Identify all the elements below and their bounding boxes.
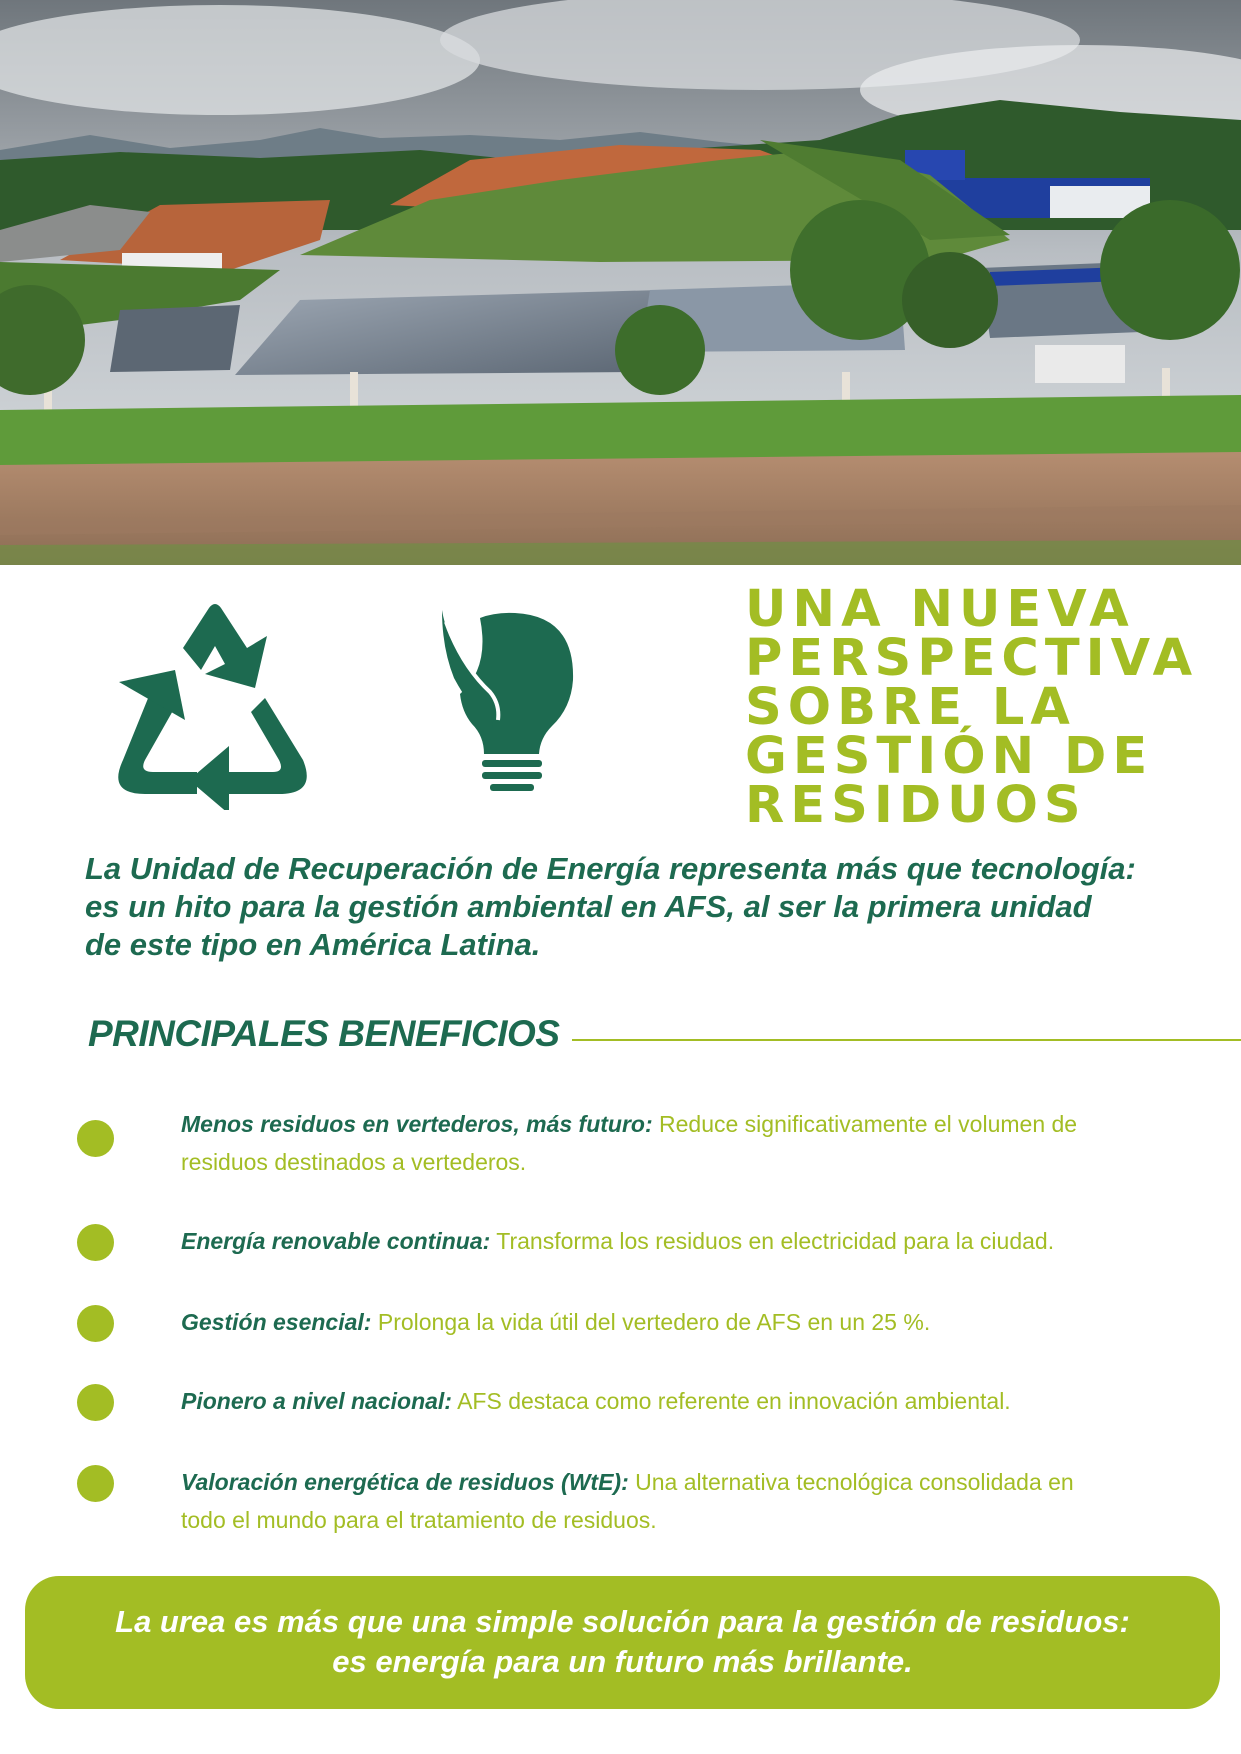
bullet-dot — [77, 1384, 114, 1421]
lightbulb-leaf-icon — [440, 608, 580, 793]
section-divider — [572, 1039, 1241, 1041]
benefit-text — [181, 1382, 1166, 1420]
bullet-dot — [77, 1120, 114, 1157]
page-headline — [745, 580, 1235, 835]
benefit-line — [181, 1105, 1166, 1143]
benefit-title: Pionero a nivel nacional: — [181, 1388, 452, 1414]
benefit-text — [181, 1222, 1166, 1260]
benefit-description-cont: residuos destinados a vertederos. — [181, 1149, 527, 1175]
intro-line: La Unidad de Recuperación de Energía representa más que tecnología: — [85, 851, 1136, 886]
headline-line: PERSPECTIVA — [745, 629, 1199, 688]
recycle-icon — [105, 600, 320, 810]
benefit-description: AFS destaca como referente en innovación ambiental. — [457, 1388, 1011, 1414]
headline-line: RESIDUOS — [745, 776, 1087, 835]
closing-banner — [25, 1576, 1220, 1709]
bullet-dot — [77, 1224, 114, 1261]
intro-line: de este tipo en América Latina. — [85, 927, 541, 962]
benefit-text — [181, 1105, 1166, 1181]
benefit-text — [181, 1463, 1166, 1539]
intro-paragraph — [85, 850, 1205, 964]
benefit-line — [181, 1382, 1166, 1420]
banner-line: La urea es más que una simple solución para la gestión de residuos: — [115, 1604, 1130, 1639]
intro-line: es un hito para la gestión ambiental en AFS, al ser la primera unidad — [85, 889, 1092, 924]
section-title: PRINCIPALES BENEFICIOS — [88, 1013, 560, 1054]
bullet-dot — [77, 1465, 114, 1502]
benefit-line — [181, 1463, 1166, 1501]
benefit-line — [181, 1303, 1166, 1341]
benefit-title: Menos residuos en vertederos, más futuro: — [181, 1111, 653, 1137]
benefit-line — [181, 1222, 1166, 1260]
benefit-title: Energía renovable continua: — [181, 1228, 491, 1254]
headline-line: SOBRE LA — [745, 678, 1076, 737]
landfill-landscape-illustration — [0, 0, 1241, 565]
benefit-description-cont: todo el mundo para el tratamiento de residuos. — [181, 1507, 657, 1533]
benefit-description: Una alternativa tecnológica consolidada en — [635, 1469, 1074, 1495]
benefit-description: Reduce significativamente el volumen de — [659, 1111, 1078, 1137]
benefit-title: Valoración energética de residuos (WtE): — [181, 1469, 629, 1495]
benefit-description: Transforma los residuos en electricidad para la ciudad. — [496, 1228, 1055, 1254]
headline-line: GESTIÓN DE — [745, 727, 1154, 786]
benefit-title: Gestión esencial: — [181, 1309, 372, 1335]
hero-landfill-photo — [0, 0, 1241, 565]
bullet-dot — [77, 1305, 114, 1342]
benefit-text — [181, 1303, 1166, 1341]
headline-line: UNA NUEVA — [745, 580, 1135, 639]
banner-line: es energía para un futuro más brillante. — [332, 1644, 913, 1679]
benefit-description: Prolonga la vida útil del vertedero de AFS en un 25 %. — [377, 1309, 931, 1335]
